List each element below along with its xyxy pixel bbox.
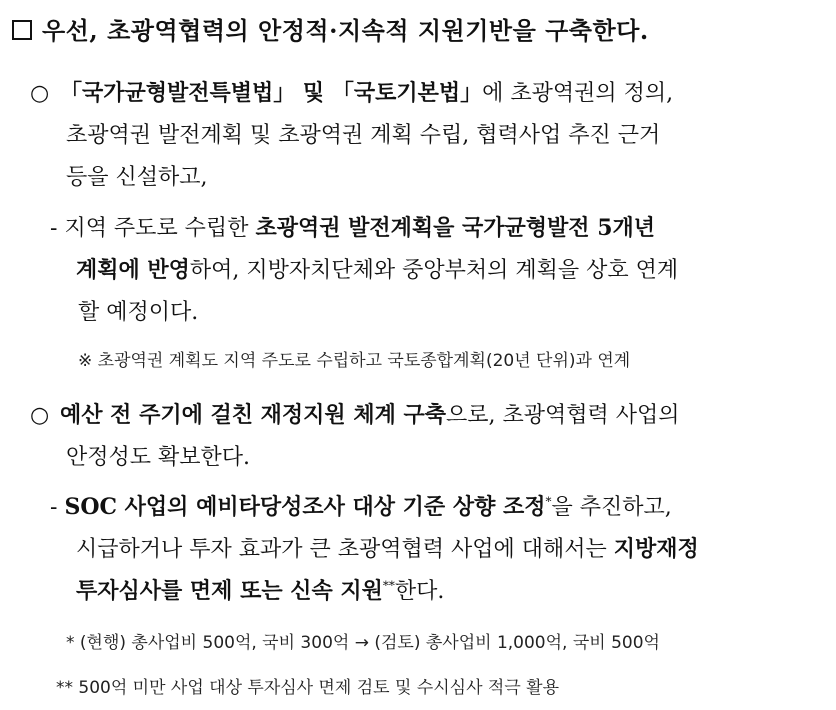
sub2-line1-rest: 을 추진하고, — [551, 495, 672, 520]
dash-marker: - — [50, 216, 58, 241]
sub2-line3-bold: 투자심사를 면제 또는 신속 지원 — [76, 578, 383, 604]
item1-line3: 등을 신설하고, — [66, 165, 208, 190]
sub2-line1 — [50, 490, 672, 521]
item1-line1-rest: 에 초광역권의 정의, — [482, 81, 674, 106]
item2-line2: 안정성도 확보한다. — [66, 445, 251, 470]
item2-bold: 예산 전 주기에 걸친 재정지원 체계 구축 — [60, 402, 446, 428]
sub2-line2-bold: 지방재정 — [613, 536, 699, 562]
sub2-line2-plain: 시급하거나 투자 효과가 큰 초광역협력 사업에 대해서는 — [76, 537, 614, 562]
sub1-line1 — [50, 211, 655, 242]
sub1-line3: 할 예정이다. — [78, 300, 199, 325]
item1-line2: 초광역권 발전계획 및 초광역권 계획 수립, 협력사업 추진 근거 — [66, 123, 661, 148]
dash-marker: - — [50, 495, 58, 520]
item2-line1-rest: 으로, 초광역협력 사업의 — [446, 403, 680, 428]
sub2-line3 — [76, 574, 444, 605]
circle-bullet-icon: ○ — [30, 403, 50, 428]
heading-text: 우선, 초광역협력의 안정적·지속적 지원기반을 구축한다. — [42, 16, 649, 45]
sub1-line2-bold: 계획에 반영 — [76, 257, 190, 283]
footnote-2: ** 500억 미만 사업 대상 투자심사 면제 검토 및 수시심사 적극 활용 — [56, 678, 560, 698]
sub2-line3-rest: 한다. — [394, 579, 445, 604]
sub2-line2 — [76, 532, 699, 563]
law-names: 「국가균형발전특별법」 및 「국토기본법」 — [60, 80, 483, 106]
footnote-marker-1: * — [545, 494, 552, 509]
sub2-line1-bold: SOC 사업의 예비타당성조사 대상 기준 상향 조정 — [64, 494, 546, 520]
item1-line1 — [30, 76, 673, 107]
item2-line1 — [30, 398, 680, 429]
sub1-line1-plain: 지역 주도로 수립한 — [64, 216, 256, 241]
circle-bullet-icon: ○ — [30, 81, 50, 106]
sub1-line1-bold: 초광역권 발전계획을 국가균형발전 5개년 — [255, 215, 656, 241]
sub1-line2-rest: 하여, 지방자치단체와 중앙부처의 계획을 상호 연계 — [189, 258, 679, 283]
footnote-1: * (현행) 총사업비 500억, 국비 300억 → (검토) 총사업비 1,000억, 국비 500억 — [66, 633, 660, 653]
note-reference: ※ 초광역권 계획도 지역 주도로 수립하고 국토종합계획(20년 단위)과 연계 — [78, 351, 631, 371]
footnote-marker-2: ** — [382, 578, 395, 593]
section-heading — [12, 11, 649, 46]
sub1-line2 — [76, 253, 678, 284]
checkbox-square-icon — [12, 20, 32, 40]
